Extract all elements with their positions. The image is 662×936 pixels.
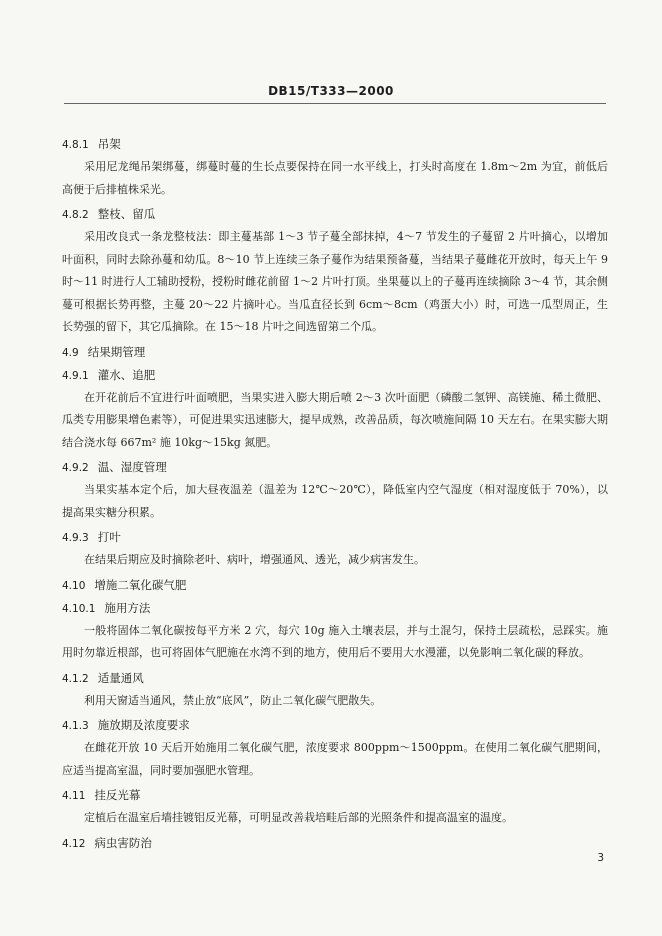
heading-4-8-1 <box>62 133 608 156</box>
paragraph-4-9-1: 在开花前后不宜进行叶面喷肥，当果实进入膨大期后喷 2～3 次叶面肥（磷酸二氢钾、高镁施、稀土微肥、瓜类专用膨果增色素等），可促进果实迅速膨大，提早成熟，改善品质，每次喷施间隔 10 天左右。在果实膨大期结合浇水每 667m² 施 10kg～15kg 氮肥。 <box>62 390 608 449</box>
heading-number: 4.1.3 <box>62 720 89 732</box>
page-number: 3 <box>597 852 604 864</box>
heading-4-1-3 <box>62 714 608 737</box>
document-body <box>62 133 608 855</box>
heading-4-9 <box>62 341 608 364</box>
heading-title: 施用方法 <box>104 600 151 615</box>
heading-4-8-2 <box>62 203 608 226</box>
paragraph-4-8-1: 采用尼龙绳吊架绑蔓，绑蔓时蔓的生长点要保持在同一水平线上，打头时高度在 1.8m～2m 为宜，前低后高便于后排植株采光。 <box>62 160 608 196</box>
heading-title: 适量通风 <box>97 670 144 685</box>
paragraph-4-11: 定植后在温室后墙挂镀铝反光幕，可明显改善栽培畦后部的光照条件和提高温室的温度。 <box>84 811 513 824</box>
paragraph-4-1-2: 利用天窗适当通风，禁止放“底风”，防止二氧化碳气肥散失。 <box>84 693 382 707</box>
heading-number: 4.8.1 <box>62 139 89 151</box>
heading-4-9-1 <box>62 364 608 387</box>
heading-title: 温、湿度管理 <box>97 460 167 474</box>
heading-number: 4.1.2 <box>62 672 89 685</box>
paragraph-4-9-2: 当果实基本定个后，加大昼夜温差（温差为 12℃～20℃），降低室内空气湿度（相对湿度低于 70%），以提高果实糖分积累。 <box>62 483 608 519</box>
heading-number: 4.10 <box>62 579 86 592</box>
heading-4-9-2 <box>62 456 608 479</box>
heading-title: 结果期管理 <box>87 344 146 359</box>
heading-title: 打叶 <box>97 530 121 544</box>
paragraph-4-9-3: 在结果后期应及时摘除老叶、病叶，增强通风、透光，减少病害发生。 <box>84 553 425 566</box>
heading-4-12 <box>62 832 608 855</box>
heading-title: 整枝、留瓜 <box>97 207 156 221</box>
heading-number: 4.9.3 <box>62 532 89 544</box>
heading-title: 挂反光幕 <box>94 788 141 802</box>
heading-number: 4.8.2 <box>62 209 89 221</box>
paragraph-4-8-2: 采用改良式一条龙整枝法：即主蔓基部 1～3 节子蔓全部抹掉，4～7 节发生的子蔓留 2 片叶摘心，以增加叶面积，同时去除孙蔓和幼瓜。8～10 节上连续三条子蔓作为结果预备蔓，当结果子蔓雌花开放时，每天上午 9 时～11 时进行人工辅助授粉，授粉时雌花前留 1～2 片叶打顶。坐果蔓以上的子蔓再连续摘除 3～4 节，其余侧蔓可根据长势再整，主蔓 20～22 片摘叶心。当瓜直径长到 6cm～8cm（鸡蛋大小）时，可选一瓜型周正，生长势强的留下，其它瓜摘除。在 15～18 片叶之间选留第二个瓜。 <box>62 230 608 333</box>
heading-4-10 <box>62 574 608 597</box>
standard-code-header: DB15/T333—2000 <box>268 84 394 98</box>
paragraph-4-1-3: 在雌花开放 10 天后开始施用二氧化碳气肥，浓度要求 800ppm～1500ppm。在使用二氧化碳气肥期间，应适当提高室温，同时要加强肥水管理。 <box>62 741 608 777</box>
heading-number: 4.9.2 <box>62 462 89 474</box>
heading-number: 4.9.1 <box>62 369 89 382</box>
heading-number: 4.12 <box>62 837 86 850</box>
heading-4-10-1 <box>62 597 608 620</box>
heading-number: 4.9 <box>62 346 79 359</box>
paragraph-4-10-1: 一般将固体二氧化碳按每平方米 2 穴，每穴 10g 施入土壤表层，并与土混匀，保持土层疏松，忌踩实。施用时勿靠近根部，也可将固体气肥施在水湾不到的地方，使用后不要用大水漫灌，以免影响二氧化碳的释放。 <box>62 623 608 659</box>
heading-4-9-3 <box>62 526 608 549</box>
heading-title: 施放期及浓度要求 <box>97 718 190 732</box>
heading-title: 病虫害防治 <box>94 835 152 850</box>
heading-4-1-2 <box>62 667 608 690</box>
heading-title: 灌水、追肥 <box>97 367 156 382</box>
heading-title: 吊架 <box>97 137 121 151</box>
heading-number: 4.10.1 <box>62 602 96 615</box>
header-rule <box>64 103 606 104</box>
heading-number: 4.11 <box>62 790 86 802</box>
heading-4-11 <box>62 784 608 807</box>
heading-title: 增施二氧化碳气肥 <box>94 577 187 592</box>
